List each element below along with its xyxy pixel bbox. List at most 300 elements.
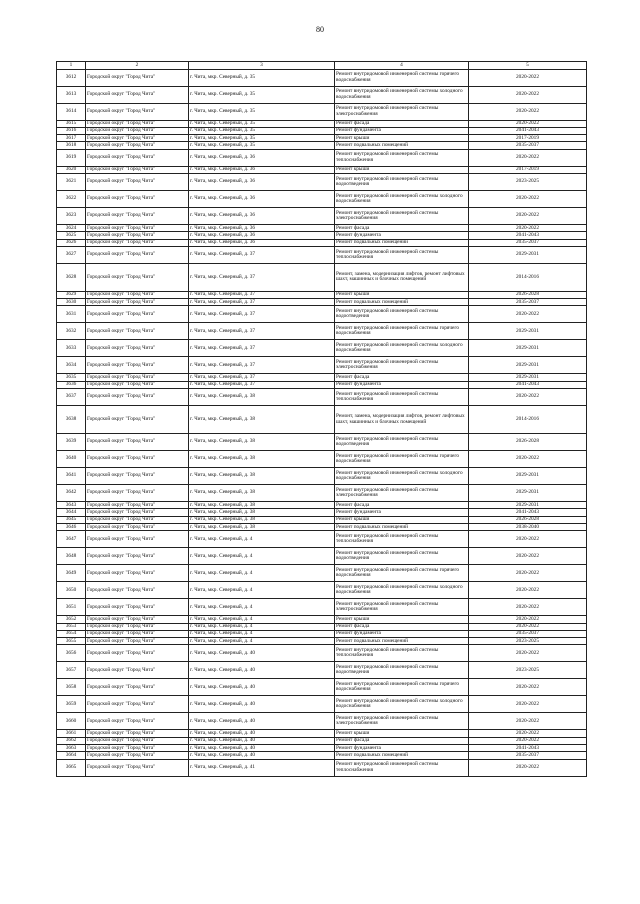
period-cell: 2020-2022 xyxy=(469,103,587,120)
work-type-cell: Ремонт фундамента xyxy=(335,630,469,637)
work-type-cell: Ремонт фасада xyxy=(335,623,469,630)
table-header-row xyxy=(57,62,587,70)
municipality-cell: Городской округ "Город Чита" xyxy=(86,389,189,406)
row-number-cell: 3652 xyxy=(57,616,86,623)
row-number-cell: 3641 xyxy=(57,468,86,485)
table-row xyxy=(57,291,587,298)
table-row xyxy=(57,357,587,374)
municipality-cell: Городской округ "Город Чита" xyxy=(86,630,189,637)
row-number-cell: 3637 xyxy=(57,389,86,406)
row-number-cell: 3653 xyxy=(57,623,86,630)
municipality-cell: Городской округ "Город Чита" xyxy=(86,582,189,599)
period-cell: 2026-2028 xyxy=(469,291,587,298)
municipality-cell: Городской округ "Город Чита" xyxy=(86,509,189,516)
row-number-cell: 3646 xyxy=(57,523,86,530)
table-body xyxy=(57,69,587,776)
address-cell: г. Чита, мкр. Северный, д. 37 xyxy=(189,323,335,340)
address-cell: г. Чита, мкр. Северный, д. 35 xyxy=(189,103,335,120)
table-row xyxy=(57,737,587,744)
municipality-cell: Городской округ "Город Чита" xyxy=(86,291,189,298)
period-cell: 2020-2022 xyxy=(469,451,587,468)
address-cell: г. Чита, мкр. Северный, д. 37 xyxy=(189,291,335,298)
work-type-cell: Ремонт подвальных помещений xyxy=(335,299,469,306)
work-type-cell: Ремонт внутридомовой инженерной системы холодного водоснабжения xyxy=(335,340,469,357)
municipality-cell: Городской округ "Город Чита" xyxy=(86,679,189,696)
table-row xyxy=(57,531,587,548)
work-type-cell: Ремонт внутридомовой инженерной системы теплоснабжения xyxy=(335,389,469,406)
table-row xyxy=(57,451,587,468)
work-type-cell: Ремонт фасада xyxy=(335,224,469,231)
row-number-cell: 3634 xyxy=(57,357,86,374)
work-type-cell: Ремонт фасада xyxy=(335,502,469,509)
work-type-cell: Ремонт внутридомовой инженерной системы горячего водоснабжения xyxy=(335,69,469,86)
address-cell: г. Чита, мкр. Северный, д. 35 xyxy=(189,135,335,142)
table-row xyxy=(57,340,587,357)
table-row xyxy=(57,509,587,516)
work-type-cell: Ремонт крыши xyxy=(335,135,469,142)
table-row xyxy=(57,713,587,730)
row-number-cell: 3617 xyxy=(57,135,86,142)
period-cell: 2038-2040 xyxy=(469,523,587,530)
address-cell: г. Чита, мкр. Северный, д. 37 xyxy=(189,357,335,374)
row-number-cell: 3661 xyxy=(57,730,86,737)
period-cell: 2020-2022 xyxy=(469,645,587,662)
row-number-cell: 3619 xyxy=(57,149,86,166)
municipality-cell: Городской округ "Город Чита" xyxy=(86,737,189,744)
row-number-cell: 3618 xyxy=(57,142,86,149)
row-number-cell: 3644 xyxy=(57,509,86,516)
period-cell: 2020-2022 xyxy=(469,207,587,224)
table-row xyxy=(57,565,587,582)
address-cell: г. Чита, мкр. Северный, д. 37 xyxy=(189,246,335,263)
row-number-cell: 3662 xyxy=(57,737,86,744)
work-type-cell: Ремонт внутридомовой инженерной системы электроснабжения xyxy=(335,103,469,120)
work-type-cell: Ремонт, замена, модернизация лифтов, ремонт лифтовых шахт, машинных и блочных помещений xyxy=(335,263,469,291)
municipality-cell: Городской округ "Город Чита" xyxy=(86,103,189,120)
row-number-cell: 3633 xyxy=(57,340,86,357)
period-cell: 2020-2022 xyxy=(469,306,587,323)
period-cell: 2026-2028 xyxy=(469,434,587,451)
work-type-cell: Ремонт внутридомовой инженерной системы холодного водоснабжения xyxy=(335,696,469,713)
address-cell: г. Чита, мкр. Северный, д. 38 xyxy=(189,389,335,406)
table-row xyxy=(57,696,587,713)
municipality-cell: Городской округ "Город Чита" xyxy=(86,340,189,357)
work-type-cell: Ремонт внутридомовой инженерной системы электроснабжения xyxy=(335,485,469,502)
row-number-cell: 3614 xyxy=(57,103,86,120)
address-cell: г. Чита, мкр. Северный, д. 40 xyxy=(189,713,335,730)
row-number-cell: 3630 xyxy=(57,299,86,306)
table-row xyxy=(57,299,587,306)
work-type-cell: Ремонт крыши xyxy=(335,291,469,298)
table-row xyxy=(57,246,587,263)
period-cell: 2020-2022 xyxy=(469,730,587,737)
municipality-cell: Городской округ "Город Чита" xyxy=(86,239,189,246)
table-row xyxy=(57,523,587,530)
work-type-cell: Ремонт фундамента xyxy=(335,127,469,134)
page-number: 80 xyxy=(316,25,324,34)
column-header: 3 xyxy=(189,62,335,70)
address-cell: г. Чита, мкр. Северный, д. 40 xyxy=(189,745,335,752)
work-type-cell: Ремонт подвальных помещений xyxy=(335,638,469,645)
row-number-cell: 3621 xyxy=(57,173,86,190)
table-row xyxy=(57,120,587,127)
row-number-cell: 3657 xyxy=(57,662,86,679)
table-row xyxy=(57,752,587,759)
row-number-cell: 3638 xyxy=(57,406,86,434)
work-type-cell: Ремонт внутридомовой инженерной системы теплоснабжения xyxy=(335,149,469,166)
column-header: 5 xyxy=(469,62,587,70)
address-cell: г. Чита, мкр. Северный, д. 36 xyxy=(189,232,335,239)
period-cell: 2020-2022 xyxy=(469,86,587,103)
address-cell: г. Чита, мкр. Северный, д. 37 xyxy=(189,381,335,388)
work-type-cell: Ремонт внутридомовой инженерной системы горячего водоснабжения xyxy=(335,323,469,340)
address-cell: г. Чита, мкр. Северный, д. 38 xyxy=(189,485,335,502)
work-type-cell: Ремонт фундамента xyxy=(335,745,469,752)
row-number-cell: 3654 xyxy=(57,630,86,637)
municipality-cell: Городской округ "Город Чита" xyxy=(86,468,189,485)
period-cell: 2020-2022 xyxy=(469,149,587,166)
table-row xyxy=(57,135,587,142)
address-cell: г. Чита, мкр. Северный, д. 4 xyxy=(189,548,335,565)
municipality-cell: Городской округ "Город Чита" xyxy=(86,224,189,231)
work-type-cell: Ремонт внутридомовой инженерной системы теплоснабжения xyxy=(335,246,469,263)
period-cell: 2014-2016 xyxy=(469,406,587,434)
address-cell: г. Чита, мкр. Северный, д. 40 xyxy=(189,679,335,696)
work-type-cell: Ремонт внутридомовой инженерной системы электроснабжения xyxy=(335,357,469,374)
municipality-cell: Городской округ "Город Чита" xyxy=(86,381,189,388)
address-cell: г. Чита, мкр. Северный, д. 37 xyxy=(189,374,335,381)
row-number-cell: 3620 xyxy=(57,166,86,173)
work-type-cell: Ремонт внутридомовой инженерной системы водоотведения xyxy=(335,662,469,679)
row-number-cell: 3663 xyxy=(57,745,86,752)
municipality-cell: Городской округ "Город Чита" xyxy=(86,565,189,582)
table-row xyxy=(57,406,587,434)
row-number-cell: 3640 xyxy=(57,451,86,468)
period-cell: 2017-2019 xyxy=(469,135,587,142)
municipality-cell: Городской округ "Город Чита" xyxy=(86,730,189,737)
work-type-cell: Ремонт внутридомовой инженерной системы водоотведения xyxy=(335,548,469,565)
municipality-cell: Городской округ "Город Чита" xyxy=(86,246,189,263)
row-number-cell: 3655 xyxy=(57,638,86,645)
address-cell: г. Чита, мкр. Северный, д. 38 xyxy=(189,509,335,516)
work-type-cell: Ремонт внутридомовой инженерной системы водоотведения xyxy=(335,306,469,323)
table-row xyxy=(57,173,587,190)
period-cell: 2020-2022 xyxy=(469,679,587,696)
period-cell: 2035-2037 xyxy=(469,142,587,149)
municipality-cell: Городской округ "Город Чита" xyxy=(86,86,189,103)
address-cell: г. Чита, мкр. Северный, д. 4 xyxy=(189,599,335,616)
municipality-cell: Городской округ "Город Чита" xyxy=(86,69,189,86)
row-number-cell: 3664 xyxy=(57,752,86,759)
period-cell: 2029-2031 xyxy=(469,485,587,502)
row-number-cell: 3628 xyxy=(57,263,86,291)
municipality-cell: Городской округ "Город Чита" xyxy=(86,616,189,623)
municipality-cell: Городской округ "Город Чита" xyxy=(86,713,189,730)
municipality-cell: Городской округ "Город Чита" xyxy=(86,232,189,239)
period-cell: 2020-2022 xyxy=(469,120,587,127)
row-number-cell: 3665 xyxy=(57,759,86,776)
table-row xyxy=(57,103,587,120)
work-type-cell: Ремонт подвальных помещений xyxy=(335,142,469,149)
table-row xyxy=(57,630,587,637)
municipality-cell: Городской округ "Город Чита" xyxy=(86,374,189,381)
period-cell: 2026-2028 xyxy=(469,516,587,523)
table-row xyxy=(57,306,587,323)
address-cell: г. Чита, мкр. Северный, д. 36 xyxy=(189,207,335,224)
period-cell: 2029-2031 xyxy=(469,323,587,340)
municipality-cell: Городской округ "Город Чита" xyxy=(86,207,189,224)
municipality-cell: Городской округ "Город Чита" xyxy=(86,173,189,190)
municipality-cell: Городской округ "Город Чита" xyxy=(86,502,189,509)
column-header: 4 xyxy=(335,62,469,70)
address-cell: г. Чита, мкр. Северный, д. 38 xyxy=(189,451,335,468)
period-cell: 2020-2022 xyxy=(469,531,587,548)
work-type-cell: Ремонт фундамента xyxy=(335,509,469,516)
row-number-cell: 3631 xyxy=(57,306,86,323)
period-cell: 2035-2037 xyxy=(469,239,587,246)
period-cell: 2041-2043 xyxy=(469,509,587,516)
address-cell: г. Чита, мкр. Северный, д. 36 xyxy=(189,173,335,190)
municipality-cell: Городской округ "Город Чита" xyxy=(86,306,189,323)
period-cell: 2020-2022 xyxy=(469,737,587,744)
table-row xyxy=(57,149,587,166)
table-row xyxy=(57,381,587,388)
table-row xyxy=(57,263,587,291)
municipality-cell: Городской округ "Город Чита" xyxy=(86,516,189,523)
municipality-cell: Городской округ "Город Чита" xyxy=(86,451,189,468)
row-number-cell: 3647 xyxy=(57,531,86,548)
work-type-cell: Ремонт внутридомовой инженерной системы электроснабжения xyxy=(335,713,469,730)
table-row xyxy=(57,86,587,103)
period-cell: 2020-2022 xyxy=(469,224,587,231)
table-row xyxy=(57,759,587,776)
table-row xyxy=(57,224,587,231)
period-cell: 2020-2022 xyxy=(469,389,587,406)
work-type-cell: Ремонт внутридомовой инженерной системы холодного водоснабжения xyxy=(335,468,469,485)
period-cell: 2029-2031 xyxy=(469,374,587,381)
address-cell: г. Чита, мкр. Северный, д. 35 xyxy=(189,142,335,149)
period-cell: 2020-2022 xyxy=(469,696,587,713)
work-type-cell: Ремонт подвальных помещений xyxy=(335,523,469,530)
municipality-cell: Городской округ "Город Чита" xyxy=(86,531,189,548)
period-cell: 2020-2022 xyxy=(469,548,587,565)
address-cell: г. Чита, мкр. Северный, д. 4 xyxy=(189,531,335,548)
table-row xyxy=(57,599,587,616)
work-type-cell: Ремонт крыши xyxy=(335,730,469,737)
period-cell: 2035-2037 xyxy=(469,752,587,759)
period-cell: 2041-2043 xyxy=(469,127,587,134)
row-number-cell: 3659 xyxy=(57,696,86,713)
address-cell: г. Чита, мкр. Северный, д. 35 xyxy=(189,69,335,86)
work-type-cell: Ремонт крыши xyxy=(335,516,469,523)
municipality-cell: Городской округ "Город Чита" xyxy=(86,299,189,306)
address-cell: г. Чита, мкр. Северный, д. 35 xyxy=(189,120,335,127)
work-type-cell: Ремонт внутридомовой инженерной системы электроснабжения xyxy=(335,207,469,224)
period-cell: 2029-2031 xyxy=(469,340,587,357)
table-row xyxy=(57,548,587,565)
municipality-cell: Городской округ "Город Чита" xyxy=(86,406,189,434)
address-cell: г. Чита, мкр. Северный, д. 38 xyxy=(189,468,335,485)
period-cell: 2029-2031 xyxy=(469,502,587,509)
municipality-cell: Городской округ "Город Чита" xyxy=(86,485,189,502)
table-row xyxy=(57,502,587,509)
address-cell: г. Чита, мкр. Северный, д. 38 xyxy=(189,523,335,530)
table-row xyxy=(57,485,587,502)
table-row xyxy=(57,623,587,630)
address-cell: г. Чита, мкр. Северный, д. 36 xyxy=(189,190,335,207)
table-row xyxy=(57,730,587,737)
table-row xyxy=(57,69,587,86)
period-cell: 2035-2037 xyxy=(469,299,587,306)
work-type-cell: Ремонт внутридомовой инженерной системы электроснабжения xyxy=(335,599,469,616)
row-number-cell: 3645 xyxy=(57,516,86,523)
municipality-cell: Городской округ "Город Чита" xyxy=(86,745,189,752)
period-cell: 2020-2022 xyxy=(469,69,587,86)
table-row xyxy=(57,645,587,662)
work-type-cell: Ремонт, замена, модернизация лифтов, ремонт лифтовых шахт, машинных и блочных помещений xyxy=(335,406,469,434)
table-row xyxy=(57,516,587,523)
address-cell: г. Чита, мкр. Северный, д. 37 xyxy=(189,263,335,291)
period-cell: 2041-2043 xyxy=(469,745,587,752)
table-row xyxy=(57,745,587,752)
table-row xyxy=(57,679,587,696)
municipality-cell: Городской округ "Город Чита" xyxy=(86,599,189,616)
row-number-cell: 3625 xyxy=(57,232,86,239)
period-cell: 2020-2022 xyxy=(469,190,587,207)
period-cell: 2014-2016 xyxy=(469,263,587,291)
municipality-cell: Городской округ "Город Чита" xyxy=(86,523,189,530)
row-number-cell: 3616 xyxy=(57,127,86,134)
column-header: 2 xyxy=(86,62,189,70)
address-cell: г. Чита, мкр. Северный, д. 35 xyxy=(189,127,335,134)
address-cell: г. Чита, мкр. Северный, д. 4 xyxy=(189,623,335,630)
municipality-cell: Городской округ "Город Чита" xyxy=(86,149,189,166)
period-cell: 2020-2022 xyxy=(469,565,587,582)
municipality-cell: Городской округ "Город Чита" xyxy=(86,190,189,207)
address-cell: г. Чита, мкр. Северный, д. 40 xyxy=(189,752,335,759)
period-cell: 2020-2022 xyxy=(469,582,587,599)
row-number-cell: 3650 xyxy=(57,582,86,599)
row-number-cell: 3649 xyxy=(57,565,86,582)
table-row xyxy=(57,127,587,134)
row-number-cell: 3639 xyxy=(57,434,86,451)
table-row xyxy=(57,232,587,239)
address-cell: г. Чита, мкр. Северный, д. 4 xyxy=(189,616,335,623)
address-cell: г. Чита, мкр. Северный, д. 4 xyxy=(189,582,335,599)
row-number-cell: 3615 xyxy=(57,120,86,127)
table-row xyxy=(57,323,587,340)
address-cell: г. Чита, мкр. Северный, д. 4 xyxy=(189,630,335,637)
work-type-cell: Ремонт фасада xyxy=(335,120,469,127)
row-number-cell: 3660 xyxy=(57,713,86,730)
table-row xyxy=(57,166,587,173)
municipality-cell: Городской округ "Город Чита" xyxy=(86,263,189,291)
address-cell: г. Чита, мкр. Северный, д. 36 xyxy=(189,239,335,246)
work-type-cell: Ремонт внутридомовой инженерной системы теплоснабжения xyxy=(335,645,469,662)
work-type-cell: Ремонт фундамента xyxy=(335,381,469,388)
table-row xyxy=(57,662,587,679)
period-cell: 2029-2031 xyxy=(469,357,587,374)
work-type-cell: Ремонт внутридомовой инженерной системы горячего водоснабжения xyxy=(335,451,469,468)
address-cell: г. Чита, мкр. Северный, д. 36 xyxy=(189,149,335,166)
municipality-cell: Городской округ "Город Чита" xyxy=(86,548,189,565)
address-cell: г. Чита, мкр. Северный, д. 40 xyxy=(189,662,335,679)
period-cell: 2023-2025 xyxy=(469,173,587,190)
work-type-cell: Ремонт внутридомовой инженерной системы водоотведения xyxy=(335,434,469,451)
address-cell: г. Чита, мкр. Северный, д. 36 xyxy=(189,224,335,231)
table-row xyxy=(57,207,587,224)
period-cell: 2041-2043 xyxy=(469,232,587,239)
work-type-cell: Ремонт внутридомовой инженерной системы водоотведения xyxy=(335,173,469,190)
row-number-cell: 3642 xyxy=(57,485,86,502)
table-row xyxy=(57,142,587,149)
address-cell: г. Чита, мкр. Северный, д. 38 xyxy=(189,502,335,509)
municipality-cell: Городской округ "Город Чита" xyxy=(86,127,189,134)
address-cell: г. Чита, мкр. Северный, д. 38 xyxy=(189,516,335,523)
address-cell: г. Чита, мкр. Северный, д. 40 xyxy=(189,696,335,713)
work-type-cell: Ремонт внутридомовой инженерной системы теплоснабжения xyxy=(335,759,469,776)
work-type-cell: Ремонт внутридомовой инженерной системы теплоснабжения xyxy=(335,531,469,548)
municipality-cell: Городской округ "Город Чита" xyxy=(86,623,189,630)
work-type-cell: Ремонт внутридомовой инженерной системы холодного водоснабжения xyxy=(335,86,469,103)
work-type-cell: Ремонт подвальных помещений xyxy=(335,752,469,759)
address-cell: г. Чита, мкр. Северный, д. 4 xyxy=(189,565,335,582)
municipality-cell: Городской округ "Город Чита" xyxy=(86,645,189,662)
period-cell: 2020-2022 xyxy=(469,713,587,730)
row-number-cell: 3658 xyxy=(57,679,86,696)
work-type-cell: Ремонт внутридомовой инженерной системы холодного водоснабжения xyxy=(335,190,469,207)
table-row xyxy=(57,239,587,246)
municipality-cell: Городской округ "Город Чита" xyxy=(86,120,189,127)
address-cell: г. Чита, мкр. Северный, д. 37 xyxy=(189,306,335,323)
table-row xyxy=(57,434,587,451)
address-cell: г. Чита, мкр. Северный, д. 40 xyxy=(189,730,335,737)
table-row xyxy=(57,582,587,599)
municipality-cell: Городской округ "Город Чита" xyxy=(86,662,189,679)
table-row xyxy=(57,389,587,406)
work-type-cell: Ремонт крыши xyxy=(335,616,469,623)
table-row xyxy=(57,638,587,645)
work-type-cell: Ремонт фасада xyxy=(335,374,469,381)
table-row xyxy=(57,190,587,207)
row-number-cell: 3651 xyxy=(57,599,86,616)
row-number-cell: 3624 xyxy=(57,224,86,231)
municipality-cell: Городской округ "Город Чита" xyxy=(86,142,189,149)
table-row xyxy=(57,374,587,381)
capital-repair-table xyxy=(56,61,587,777)
address-cell: г. Чита, мкр. Северный, д. 36 xyxy=(189,166,335,173)
work-type-cell: Ремонт внутридомовой инженерной системы горячего водоснабжения xyxy=(335,565,469,582)
work-type-cell: Ремонт фундамента xyxy=(335,232,469,239)
row-number-cell: 3612 xyxy=(57,69,86,86)
municipality-cell: Городской округ "Город Чита" xyxy=(86,434,189,451)
work-type-cell: Ремонт внутридомовой инженерной системы холодного водоснабжения xyxy=(335,582,469,599)
municipality-cell: Городской округ "Город Чита" xyxy=(86,323,189,340)
row-number-cell: 3635 xyxy=(57,374,86,381)
period-cell: 2035-2037 xyxy=(469,630,587,637)
row-number-cell: 3627 xyxy=(57,246,86,263)
row-number-cell: 3613 xyxy=(57,86,86,103)
row-number-cell: 3629 xyxy=(57,291,86,298)
period-cell: 2020-2022 xyxy=(469,616,587,623)
table-row xyxy=(57,616,587,623)
municipality-cell: Городской округ "Город Чита" xyxy=(86,357,189,374)
work-type-cell: Ремонт подвальных помещений xyxy=(335,239,469,246)
row-number-cell: 3636 xyxy=(57,381,86,388)
period-cell: 2041-2043 xyxy=(469,381,587,388)
address-cell: г. Чита, мкр. Северный, д. 38 xyxy=(189,406,335,434)
column-header: 1 xyxy=(57,62,86,70)
